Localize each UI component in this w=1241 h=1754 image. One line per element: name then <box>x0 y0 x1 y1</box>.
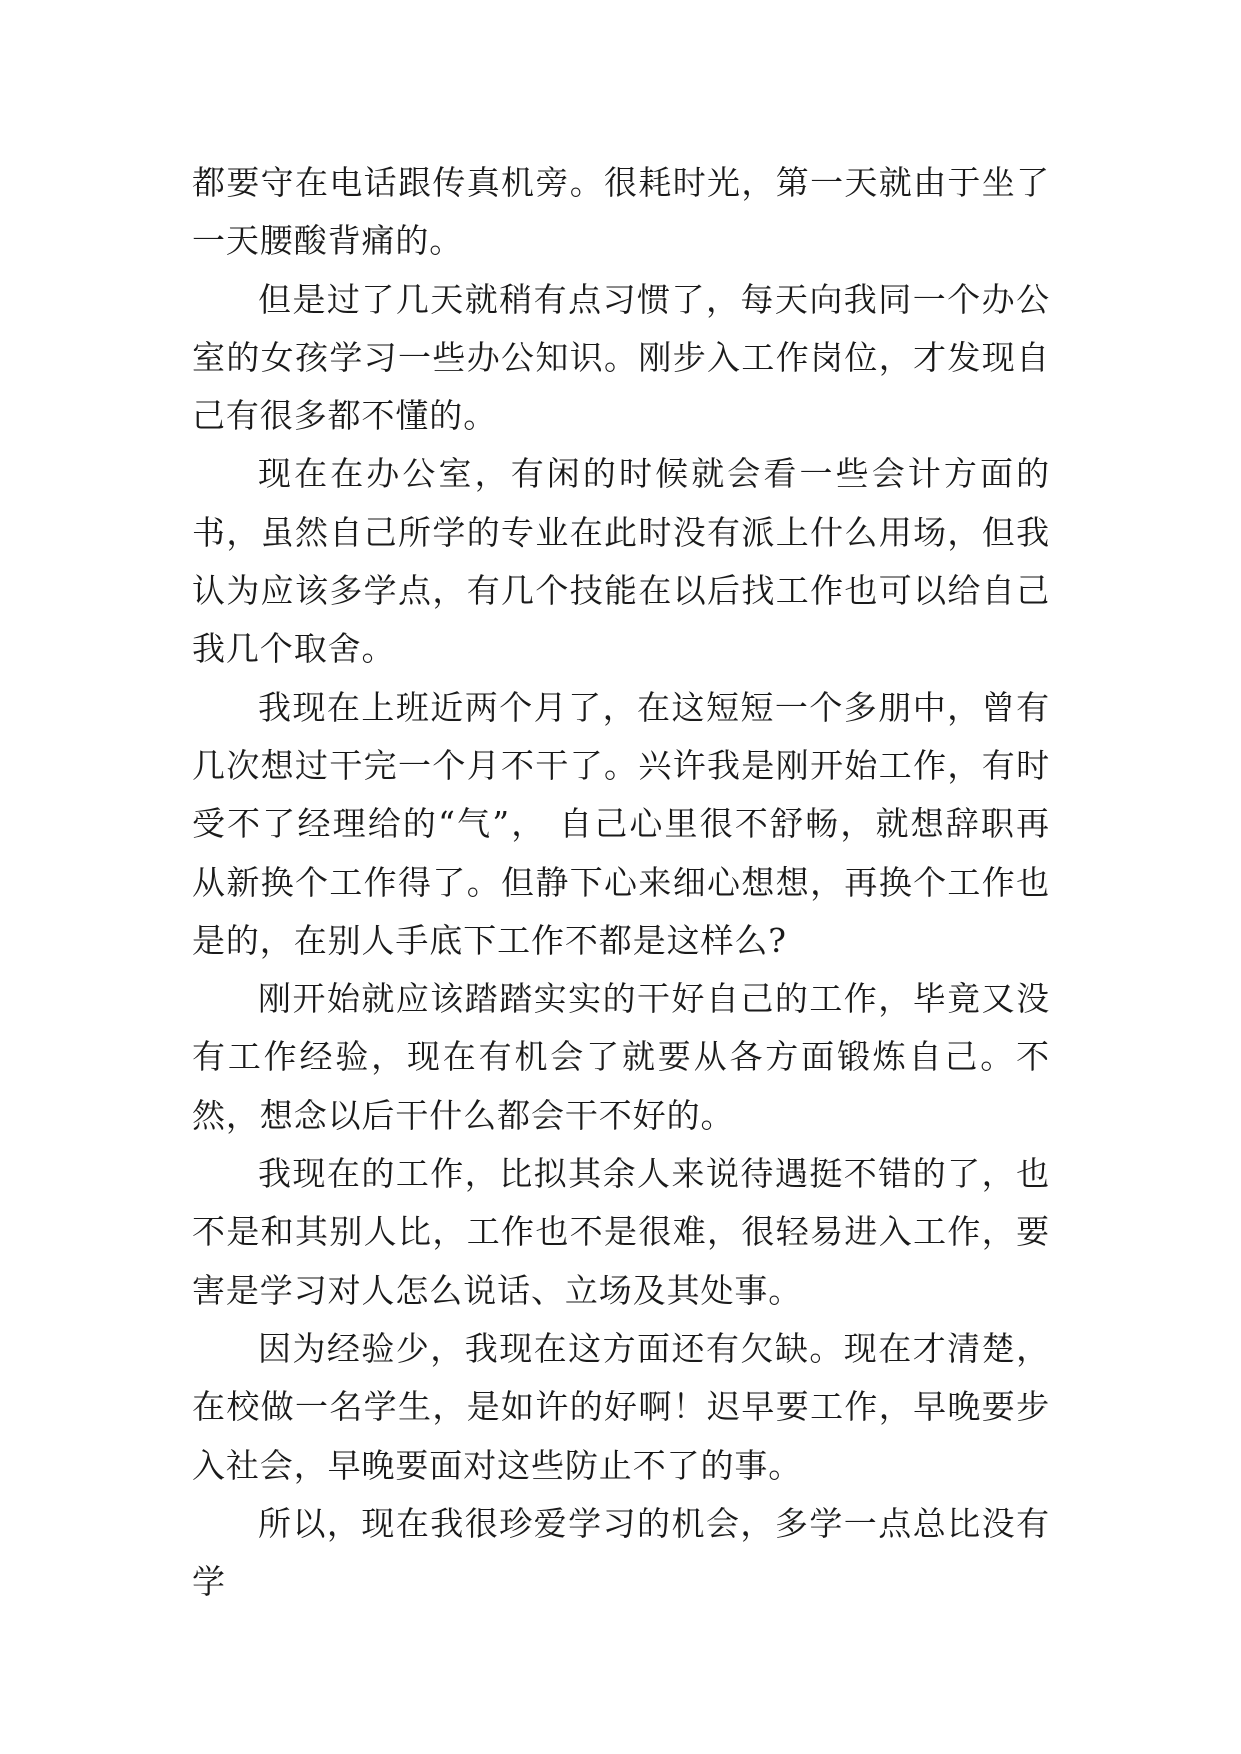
paragraph-2: 但是过了几天就稍有点习惯了，每天向我同一个办公室的女孩学习一些办公知识。刚步入工作岗位，才发现自己有很多都不懂的。 <box>192 279 1050 436</box>
paragraph-1: 都要守在电话跟传真机旁。很耗时光，第一天就由于坐了一天腰酸背痛的。 <box>192 163 1050 261</box>
document-body <box>192 154 1050 1611</box>
paragraph-8: 所以，现在我很珍爱学习的机会，多学一点总比没有学 <box>192 1503 1050 1602</box>
paragraph-3: 现在在办公室，有闲的时候就会看一些会计方面的书，虽然自己所学的专业在此时没有派上什么用场，但我认为应该多学点，有几个技能在以后找工作也可以给自己我几个取舍。 <box>192 454 1050 669</box>
paragraph-5: 刚开始就应该踏踏实实的干好自己的工作，毕竟又没有工作经验，现在有机会了就要从各方面锻炼自己。不然，想念以后干什么都会干不好的。 <box>192 979 1050 1135</box>
paragraph-6: 我现在的工作，比拟其余人来说待遇挺不错的了，也不是和其别人比，工作也不是很难，很轻易进入工作，要害是学习对人怎么说话、立场及其处事。 <box>192 1154 1050 1310</box>
paragraph-4: 我现在上班近两个月了，在这短短一个多朋中，曾有几次想过干完一个月不干了。兴许我是刚开始工作，有时受不了经理给的“气”， 自己心里很不舒畅，就想辞职再从新换个工作得了。但静下心来细心想想，再换个工作也是的，在别人手底下工作不都是这样么? <box>192 687 1050 960</box>
paragraph-7: 因为经验少，我现在这方面还有欠缺。现在才清楚，在校做一名学生，是如许的好啊！迟早要工作，早晚要步入社会，早晚要面对这些防止不了的事。 <box>192 1328 1050 1485</box>
